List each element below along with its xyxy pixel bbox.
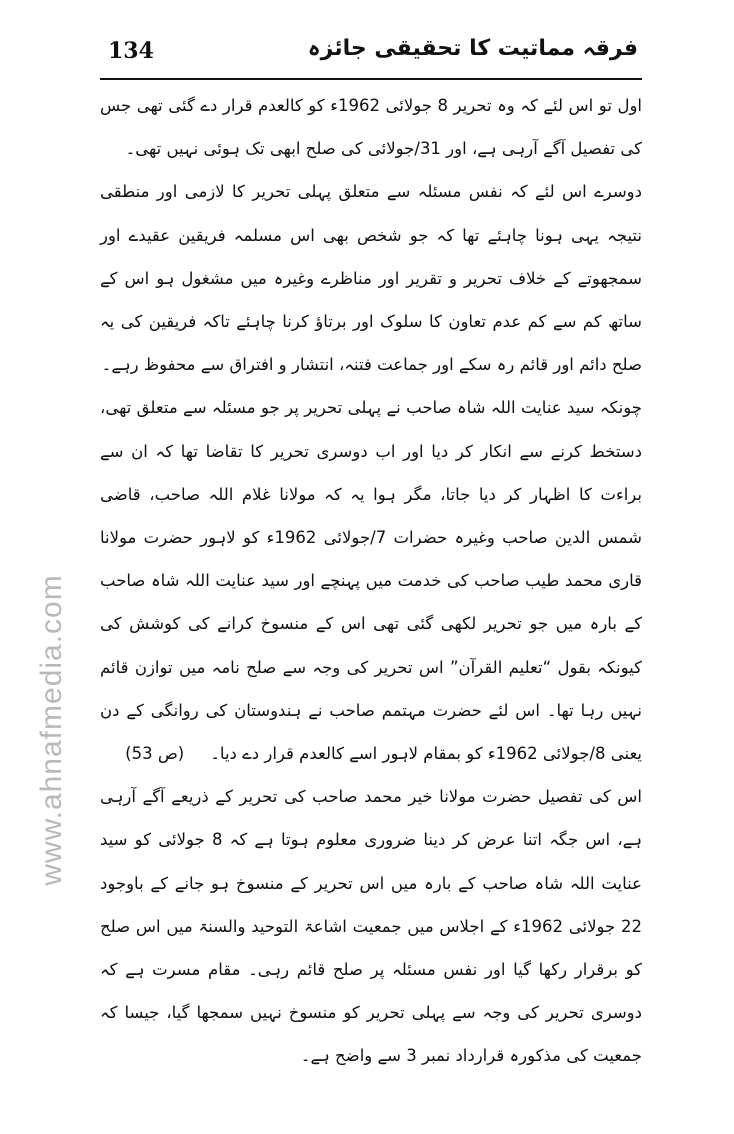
body-text [100, 84, 642, 1078]
running-title: فرقہ مماتیت کا تحقیقی جائزہ [307, 36, 638, 61]
header-divider [100, 78, 642, 80]
paragraph-3 [100, 386, 642, 775]
paragraph-3-text: چونکہ سید عنایت اللہ شاہ صاحب نے پہلی تحریر پر جو مسئلہ سے متعلق تھی، دستخط کرنے سے انکار کر دیا اور اب دوسری تحریر کا تقاضا تھا کہ ان سے براءت کا اظہار کر دیا جاتا، مگر ہوا یہ کہ مولانا غلام اللہ صاحب، قاضی شمس الدین صاحب وغیرہ حضرات 7/جولائی 1962ء کو لاہور حضرت مولانا قاری محمد طیب صاحب کی خدمت میں پہنچے اور سید عنایت اللہ شاہ صاحب کے بارہ میں جو تحریر لکھی گئی تھی اس کے منسوخ کرانے کی کوشش کی کیونکہ بقول “تعلیم القرآن” اس تحریر کی وجہ سے صلح نامہ میں توازن قائم نہیں رہا تھا۔ اس لئے حضرت مہتمم صاحب نے ہندوستان کی روانگی کے دن یعنی 8/جولائی 1962ء کو بمقام لاہور اسے کالعدم قرار دے دیا۔ [100, 398, 642, 764]
page-reference: (ص 53) [125, 744, 185, 764]
paragraph-4: اس کی تفصیل حضرت مولانا خیر محمد صاحب کی تحریر کے ذریعے آگے آرہی ہے، اس جگہ اتنا عرض کر دینا ضروری معلوم ہوتا ہے کہ 8 جولائی کو سید عنایت اللہ شاہ صاحب کے بارہ میں اس تحریر کے منسوخ ہو جانے کے باوجود 22 جولائی 1962ء کے اجلاس میں جمعیت اشاعۃ التوحید والسنۃ میں اس صلح کو برقرار رکھا گیا اور نفس مسئلہ پر صلح قائم رہی۔ مقام مسرت ہے کہ دوسری تحریر کی وجہ سے پہلی تحریر کو منسوخ نہیں سمجھا گیا، جیسا کہ جمعیت کی مذکورہ قرارداد نمبر 3 سے واضح ہے۔ [100, 787, 642, 1066]
page-number: 134 [108, 38, 154, 64]
paragraph-1: اول تو اس لئے کہ وہ تحریر 8 جولائی 1962ء کو کالعدم قرار دے گئی تھی جس کی تفصیل آگے آرہی ہے، اور 31/جولائی کی صلح ابھی تک ہوئی نہیں تھی۔ [100, 96, 642, 159]
paragraph-2 [100, 170, 642, 386]
paragraph-2-text: دوسرے اس لئے کہ نفس مسئلہ سے متعلق پہلی تحریر کا لازمی اور منطقی نتیجہ یہی ہونا چاہئے تھا کہ جو شخص بھی اس مسلمہ فریقین عقیدے اور سمجھوتے کے خلاف تحریر و تقریر اور مناظرے وغیرہ میں مشغول ہو اس کے ساتھ کم سے کم عدم تعاون کا سلوک اور برتاؤ کرنا چاہئے تاکہ فریقین کی یہ صلح دائم اور قائم رہ سکے اور جماعت فتنہ، انتشار و افتراق سے محفوظ رہے۔ [100, 182, 642, 375]
watermark: www.ahnafmedia.com [35, 574, 68, 886]
